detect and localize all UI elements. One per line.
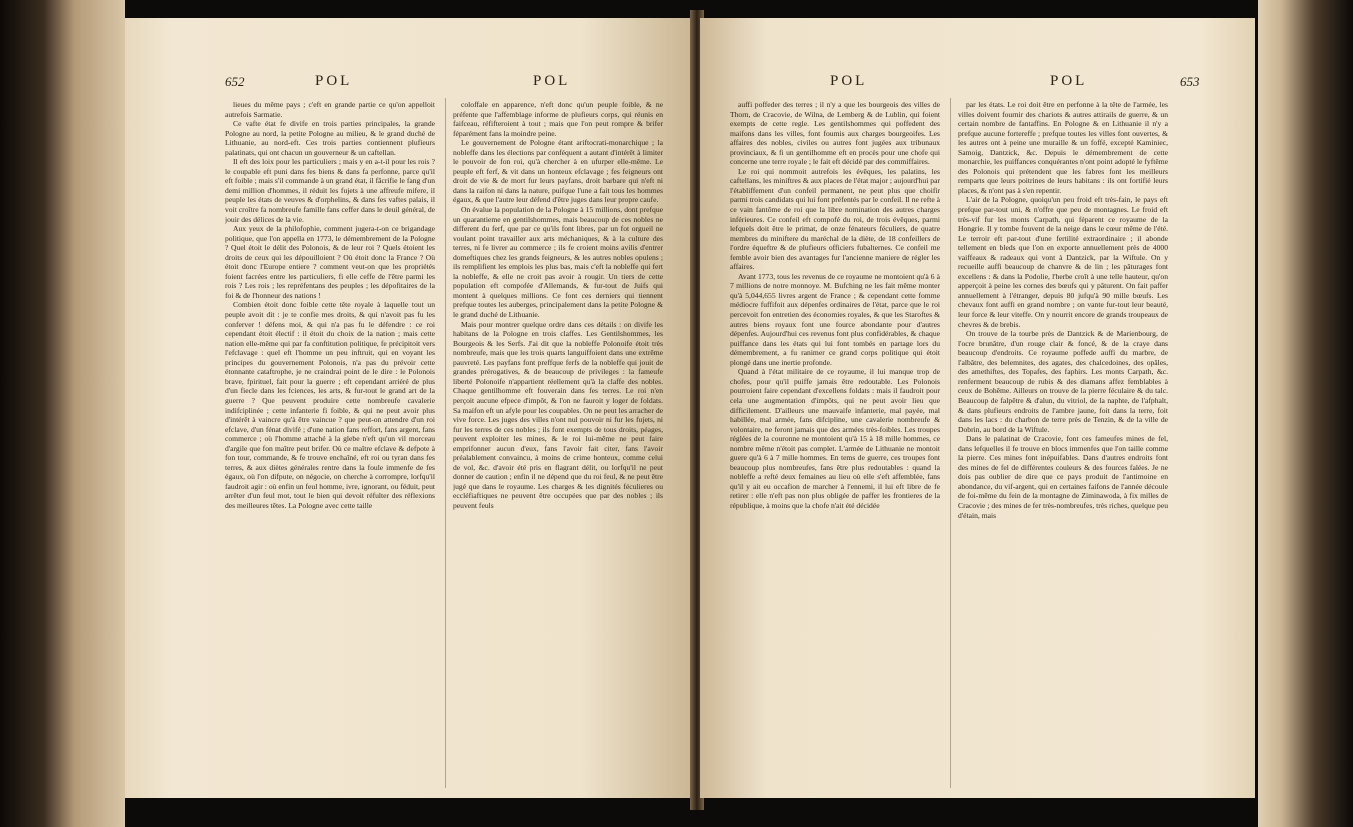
paragraph: Aux yeux de la philofophie, comment jugera-t-on ce brigandage politique, que l'on appella en 1773, le démembrement de la Pologne ? Quel étoit le délit des Polonois, & de leur roi ? Quels étoient les droits de ceux qui les dépouilloient ? Où étoit donc la France ? Où étoit donc l'Europe entiere ? comment veut-on que les propriétés foient facrées entre les particuliers, fi elle ceffe de l'être parmi les rois ? Les rois ; les repréfentans des peuples ; les dépofitaires de la foi & de l'honneur des nations ! <box>225 224 435 300</box>
paragraph: On trouve de la tourbe près de Dantzick & de Marienbourg, de l'ocre brunâtre, d'un rouge clair & foncé, & de la craye dans beaucoup d'endroits. Ce royaume poffede auffi du marbre, de l'albâtre, des belemnites, des agates, des chalcedoines, des opâles, des amethiftes, des Topafes, des faphirs. Les monts Carpath, &c. renferment beaucoup de rubis & des diamans affez femblables à ceux de Bohême. Ailleurs on trouve de la pierre féculaire & du talc. Beaucoup de falpêtre & d'alun, du vitriol, de la naphte, de l'afphalt, & dans plufieurs endroits de l'ambre jaune, foit dans la terre, foit dans les lacs : du charbon de terre près de Tenzin, & de la ville de Dobrin, au bord de la Wiftule. <box>958 329 1168 434</box>
paragraph: auffi poffeder des terres ; il n'y a que les bourgeois des villes de Thorn, de Cracovie, de Wilna, de Lemberg & de Lublin, qui foient exempts de cette regle. Les gentilshommes qui poffedent des maifons dans les villes, font foumis aux charges bourgeoifes. Les affaires des nobles, civiles ou autres font jugées aux tribunaux provinciaux, & fi un gentilhomme eft en procès pour une chofe qui concerne une terre royale ; le fait eft décidé par des commiffaires. <box>730 100 940 167</box>
paragraph: Combien étoit donc foible cette tête royale à laquelle tout un peuple avoit dit : je te confie mes droits, & qui n'avoit pas fu les conferver ! défens moi, & qui n'a pas fu le défendre : ce roi cependant étoit électif : il étoit du choix de la nation ; mais cette nation elle-même qui par fa conftitution politique, fe précipitoit vers l'efclavage : quel eft l'homme un peu inftruit, qui en voyant les principes du gouvernement Polonois, n'a pas du prévoir cette étonnante cataftrophe, je ne craindrai point de le dire : le Polonois brave, fpirituel, fait pour la guerre ; eft cependant arriéré de plus d'un fiecle dans les fciences, les arts, & fur-tout le grand art de la guerre ? Que peuvent produire cette nombreufe cavalerie indifciplinée ; cette infanterie fi foible, & qui ne peut avoir plus d'intérêt à vaincre qu'à être vaincue ? que peut-on attendre d'un roi efclave, d'un fénat divifé ; d'une nation fans reffort, fans argent, fans commerce ; où l'homme attaché à la glebe n'eft qu'un vil morceau d'argile que fon maître peut brifer. Où ce maître efclave & defpote à fon tour, commande, & fe trouve enchaîné, eft roi ou tyran dans fes terres, & aux diètes générales rentre dans la foule immenfe de fes égaux, où l'on difpute, on négocie, on cherche à corrompre, lorfqu'il faudroit agir : où enfin un feul homme, ivre, ignorant, ou féduit, peut arrêter d'un feul mot, tout le bien qui devoit réfulter des réflexions des meilleures têtes. La Pologne avec cette taille <box>225 300 435 510</box>
running-head-left-col1: POL <box>315 73 353 89</box>
right-page-edges <box>1258 0 1353 827</box>
paragraph: Le roi qui nommoit autrefois les évêques, les palatins, les caftellans, les miniftres & aux places de l'état major ; aujourd'hui par l'établiffement d'un confeil permanent, ne peut plus que choifir parmi trois candidats qui lui font préfentés par le confeil. Il ne refte à ce vain fantôme de roi que la libre nomination des autres charges inférieures. Ce confeil eft compofé du roi, de trois évêques, parmi lefquels doit être le primat, de onze fénateurs féculiers, de quatre membres du miniftere du maréchal de la diète, de 18 confeillers de l'ordre équeftre & de plufieurs officiers fubalternes. Ce confeil me femble avoir bien des avantages fur l'ancienne maniere de régler les affaires. <box>730 166 940 272</box>
paragraph: Dans le palatinat de Cracovie, font ces fameufes mines de fel, dans lefquelles il fe trouve en blocs immenfes que l'on taille comme la pierre. Ces mines font inépuifables. Dans d'autres endroits font des mines de fel de différentes couleurs & des fources falées. Je ne dois pas oublier de dire que ce pays produit de l'antimoine en abondance, du vif-argent, qui en certaines faifons de l'année découle de foi-même du fein de la montagne de Ziminawoda, à fix milles de Cracovie ; des mines de fer très-nombreufes, très riches, quelque peu d'étain, mais <box>958 434 1168 520</box>
paragraph: coloffale en apparence, n'eft donc qu'un peuple foible, & ne préfente que l'affemblage informe de plufieurs corps, qui réunis en faifceau, réfifteroient à tout ; mais que l'on peut rompre & brifer féparément fans la moindre peine. <box>453 100 663 138</box>
page-number-left: 652 <box>225 74 245 89</box>
left-page-column-2 <box>453 100 663 790</box>
running-head-left-col2: POL <box>533 73 571 89</box>
paragraph: lieues du même pays ; c'eft en grande partie ce qu'on appelloit autrefois Sarmatie. <box>225 100 435 119</box>
left-page-column-1 <box>225 100 435 790</box>
paragraph: par les états. Le roi doit être en perfonne à la tête de l'armée, les villes doivent fournir des chariots & autres attirails de guerre, & un certain nombre de fantaffins. En Pologne & en Lithuanie il n'y a prefque aucune fortereffe ; prefque toutes les villes font ouvertes, & les autres ont à peine une muraille & un foffé, excepté Kaminiec, Samoig, Dantzick, &c. Depuis le démembrement de cette monarchie, les puiffances conquérantes n'ont point adopté le fyftême des Polonois qui prétendent que les fabres font les meilleurs remparts que leurs poitrines de leurs habitans : ils ont fortifié leurs places, & n'ont pas à s'en repentir. <box>958 100 1168 195</box>
paragraph: Mais pour montrer quelque ordre dans ces détails : on divife les habitans de la Pologne en trois claffes. Les Gentilshommes, les Bourgeois & les Serfs. J'ai dit que la nobleffe Polonoife étoit très nombreufe, mais que les trois quarts languiffoient dans une extrême pauvreté. Les payfans font preffque ferfs de la nobleffe qui jouit de grandes prérogatives, & de beaucoup de privileges : la fameufe liberté Polonoife n'appartient réellement qu'à la claffe des nobles. Chaque gentilhomme eft fouverain dans fes terres. Le roi n'en perçoit aucune efpece d'impôt, & l'on ne fauroit y loger de foldats. Sa maifon eft un afyle pour les coupables. On ne peut les arracher de vive force. Les juges des villes n'ont nul pouvoir ni fur les fujets, ni fur les terres de ces nobles ; ils font exempts de tous droits, péages, peuvent exploiter les mines, & le roi lui-même ne peut faire emprifonner aucun d'eux, fans l'avoir fait citer, fans l'avoir préalablement convaincu, à moins de crime honteux, comme celui de vol, &c. d'avoir été pris en flagrant délit, ou lorfqu'il ne peut donner de caution ; enfin il ne dépend que du roi feul, & ne peut être jugé que dans le royaume. Les charges & les dignités féculieres ou eccléfiaftiques ne peuvent être occupées que par des nobles ; ils peuvent feuls <box>453 319 663 510</box>
paragraph: On évalue la population de la Pologne à 15 millions, dont prefque un quarantieme en gentilshommes, mais beaucoup de ces nobles ne different du ferf, que par ce qu'ils font libres, par un fot orgueil ne voulant point travailler aux arts méchaniques, & à la culture des terres, ni fe livrer au commerce ; ils fe croient moins avilis d'entrer domeftiques chez les grands feigneurs, & les autres nobles opulens ; ils remplifient les emplois les plus bas, mais c'eft la nobleffe qui fert la nobleffe, & elle ne croit pas avoir à rougir. Un tiers de cette population eft compofée d'Allemands, & fur-tout de Juifs qui montent à quelques millions. Ce font ces derniers qui tiennent prefque toutes les auberges, principalement dans la petite Pologne & le grand duché de Lithuanie. <box>453 205 663 320</box>
column-divider <box>950 98 951 788</box>
column-divider <box>445 98 446 788</box>
paragraph: Il eft des loix pour les particuliers ; mais y en a-t-il pour les rois ? le coupable eft puni dans fes biens & dans fa perfonne, parce qu'il eft foible ; mais s'il commande à un grand état, il fâcrifie le fang d'un demi million d'hommes, il réduit les fujets à une affreufe mifere, il peuple les états de veuves & d'orphelins, & dans fes vaftes palais, il voit croître fa nombreufe famille fans ceffer dans le deuil général, de jouir des délices de la vie. <box>225 157 435 224</box>
right-page-column-1 <box>730 100 940 790</box>
paragraph: Ce vafte état fe divife en trois parties principales, la grande Pologne au nord, la petite Pologne au milieu, & le grand duché de Lithuanie, au nord-eft. Ces trois parties contiennent plufieurs palatinats, qui ont chacun un gouverneur & un caftellan. <box>225 119 435 157</box>
running-head-right-col1: POL <box>830 73 868 89</box>
paragraph: Avant 1773, tous les revenus de ce royaume ne montoient qu'à 6 à 7 millions de notre monnoye. M. Bufching ne les fait même monter qu'à 5,044,655 livres argent de France ; & cependant cette fomme médiocre fuffifoit aux dépenfes ordinaires de l'état, parce que le roi percevoit fon entretien des économies royales, & que les Staroftes & autres biens royaux font une fource abondante pour d'autres dépenfes. Aujourd'hui ces revenus font plus confidérables, & chaque puiffance dans les états qui lui font tombés en partage lors du démembrement, a fu ranimer ce grand corps politique qui étoit plongé dans une inertie profonde. <box>730 271 940 367</box>
paragraph: Quand à l'état militaire de ce royaume, il lui manque trop de chofes, pour qu'il puiffe jamais être redoutable. Les Polonois pourroient faire cependant d'excellens foldats : mais il faudroit pour cela une augmentation d'impôts, qui ne peut avoir lieu que difficilement. D'ailleurs une mauvaife infanterie, mal payée, mal habillée, mal armée, fans difcipline, une cavalerie nombreufe & volontaire, ne feront jamais que des armées très-foibles. Les troupes réglées de la couronne ne montoient qu'à 15 à 18 mille hommes, ce nombre même n'étoit pas complet. L'armée de Lithuanie ne montoit guere qu'à 6 à 7 mille hommes. En tems de guerre, ces troupes font beaucoup plus nombreufes, fans être plus redoutables : quand la nobleffe a refté deux femaines au lieu où elle s'eft affemblée, fans qu'il y ait eu occafion de marcher à l'ennemi, il lui eft libre de fe retirer : elle n'eft pas non plus obligée de paffer les frontieres de la république, à moins que la chofe n'ait été décidée <box>730 367 940 510</box>
page-number-right: 653 <box>1180 74 1200 89</box>
right-page-column-2 <box>958 100 1168 790</box>
left-page-edges <box>0 0 125 827</box>
running-head-right-col2: POL <box>1050 73 1088 89</box>
left-page <box>125 18 695 798</box>
paragraph: Le gouvernement de Pologne étant ariftocrati-monarchique ; la nobleffe dans les élections par conféquent a autant d'intérêt à limiter le pouvoir de fon roi, qu'à chercher à en ufurper elle-même. Le peuple eft ferf, & vit dans un honteux efclavage ; fes feigneurs ont droit de vie & de mort fur leurs payfans, droit barbare qui n'eft ni dans la raifon ni dans la nature, puifque l'une a fait tous les hommes égaux, & que l'autre leur défend d'être juges dans leur propre caufe. <box>453 138 663 205</box>
paragraph: L'air de la Pologne, quoiqu'un peu froid eft très-fain, le pays eft prefque par-tout uni, & n'offre que peu de montagnes. Le froid eft très-vif fur les monts Carpath, qui féparent ce royaume de la Hongrie. Il y tombe fouvent de la neige dans le cœur même de l'été. Le terroir eft par-tout d'une fertilité extraordinaire ; il abonde tellement en bleds que l'on en exporte annuellement près de 4000 vaiffeaux & radeaux qui vont à Dantzick, par la Wiftule. On y recueille auffi beaucoup de chanvre & de lin ; les pâturages font excellens : & dans la Podolie, l'herbe croît à une telle hauteur, qu'on apperçoit à peine les cornes des bœufs qui y pâturent. On fait paffer annuellement à l'étranger, depuis 80 jufqu'à 90 mille bœufs. Les chevaux font auffi en grand nombre ; on vante fur-tout leur beauté, leur force & leur viteffe. On y nourrit encore de grands troupeaux de chevres & de brebis. <box>958 195 1168 329</box>
right-page <box>700 18 1255 798</box>
